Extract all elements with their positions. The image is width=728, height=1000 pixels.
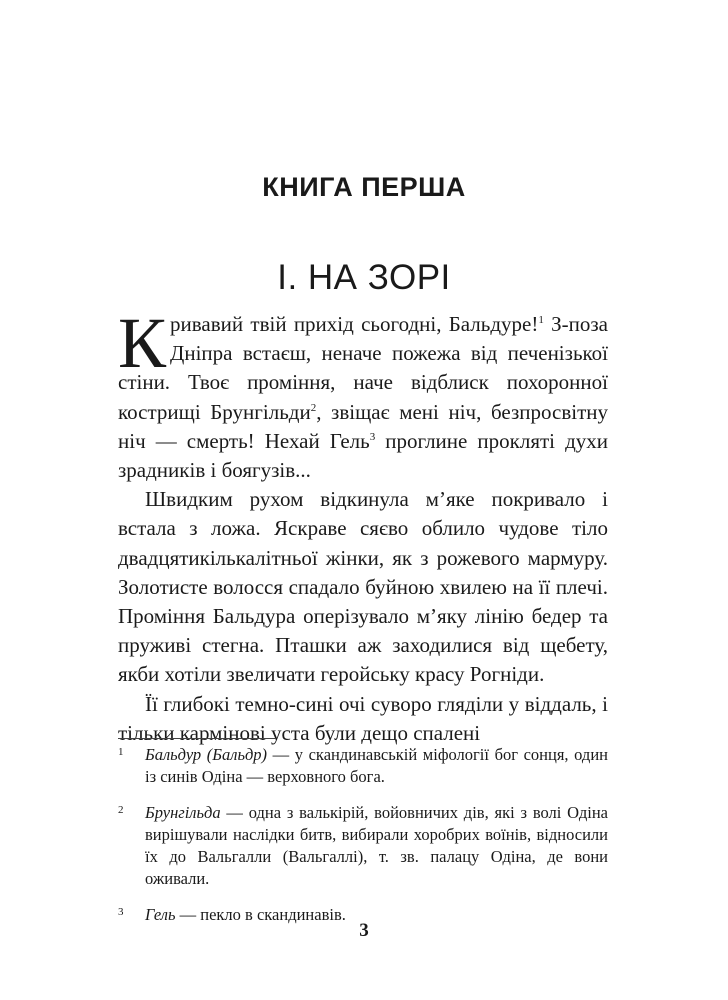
footnote-text: — у скандинавській міфології бог сонця, один із синів Одіна — верховного бога. <box>145 745 608 786</box>
paragraph-3: Її глибокі темно-сині очі суворо гляділи у віддаль, і тільки кармінові уста були дещо спалені <box>118 691 608 745</box>
page-number: 3 <box>359 920 369 941</box>
footnote-1 <box>118 744 608 788</box>
footnote-number: 2 <box>118 804 124 816</box>
paragraph-1-text-c: , звіщає мені ніч, безпросвітну ніч — смерть! Нехай Гель <box>118 399 608 453</box>
paragraph-2: Швидким рухом відкинула м’яке покривало і встала з ложа. Яскраве сяєво облило чудове тіло двадцятикількалітньої жінки, як з рожевого мармуру. Золотисте волосся спадало буйною хвилею на її плечі. Проміння Бальдура оперізувало м’яку лінію бедер та пруживі стегна. Пташки аж заходилися від щебету, якби хотіли звеличати геройську красу Рогніди. <box>118 487 608 687</box>
main-text <box>118 303 608 748</box>
footnote-2 <box>118 802 608 890</box>
footnote-divider <box>118 738 276 739</box>
footnote-text: — одна з валькірій, войовничих дів, які з волі Одіна вирішували наслідки битв, вибирали хоробрих воїнів, відносили їх до Вальгалли (Вальгаллі), т. зв. палацу Одіна, де вони оживали. <box>145 803 608 888</box>
footnote-text: — пекло в скандинавів. <box>175 905 346 924</box>
footnote-number: 3 <box>118 906 124 918</box>
drop-cap: К <box>118 303 167 383</box>
paragraph-1 <box>118 303 608 485</box>
book-title: КНИГА ПЕРША <box>262 172 466 202</box>
chapter-title: І. НА ЗОРІ <box>277 258 451 297</box>
footnote-term: Гель <box>145 905 176 924</box>
footnote-ref-2[interactable]: 2 <box>310 401 317 414</box>
footnote-number: 1 <box>118 746 124 758</box>
footnote-ref-1[interactable]: 1 <box>538 314 544 326</box>
footnote-term: Бальдур (Бальдр) <box>145 745 268 764</box>
paragraph-1-text-b: З-поза Дніпра встаєш, неначе пожежа від печенізької стіни. Твоє проміння, наче відблиск похоронної кострищі Брунгільди <box>118 312 608 424</box>
paragraph-1-text-a: ривавий твій прихід сьогодні, Бальдуре! <box>170 312 539 336</box>
footnote-term: Брунгільда <box>145 803 221 822</box>
footnotes <box>118 744 608 940</box>
footnote-ref-3[interactable]: 3 <box>369 430 376 443</box>
paragraph-1-text-d: проглине прокляті духи зрадників і боягузів... <box>118 428 608 483</box>
